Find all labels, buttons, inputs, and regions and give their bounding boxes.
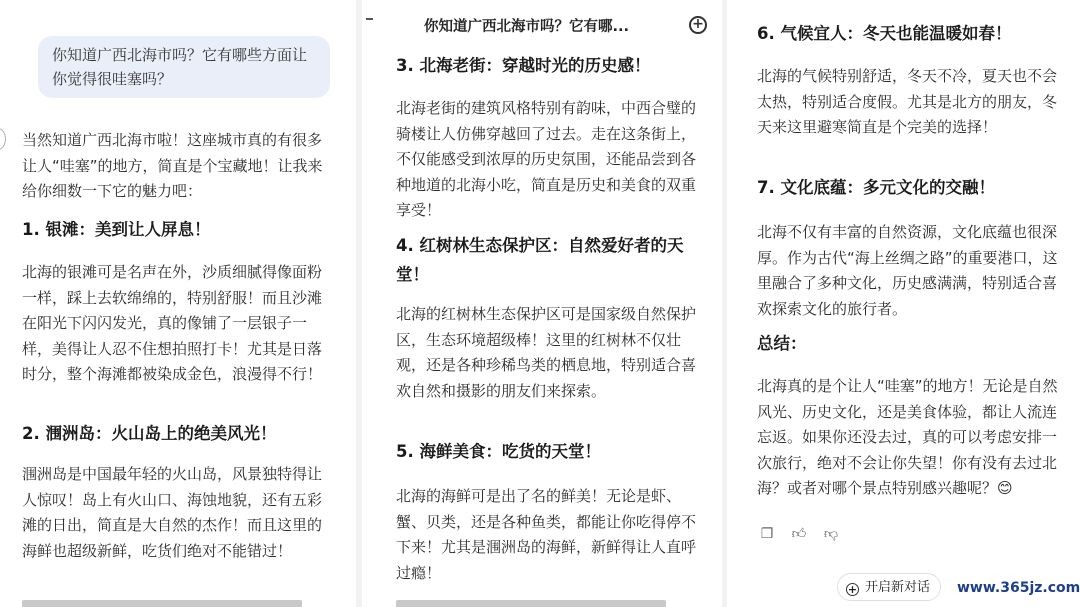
answer-intro: 当然知道广西北海市啦！这座城市真的有很多让人“哇塞”的地方，简直是个宝藏地！让我来给你细数一下它的魅力吧： xyxy=(22,131,323,201)
new-chat-button[interactable] xyxy=(837,573,941,601)
summary-title: 总结： xyxy=(757,334,807,353)
section-body-seafood: 北海的海鲜可是出了名的鲜美！无论是虾、蟹、贝类，还是各种鱼类，都能让你吃得停不下来！尤其是涠洲岛的海鲜，新鲜得让人直呼过瘾！ xyxy=(396,487,697,582)
section-title-culture: 7. 文化底蕴：多元文化的交融！ xyxy=(757,178,995,197)
scroll-handle-icon xyxy=(0,128,6,150)
section-body-weizhou-island: 涠洲岛是中国最年轻的火山岛，风景独特得让人惊叹！岛上有火山口、海蚀地貌，还有五彩滩的日出，简直是大自然的杰作！而且这里的海鲜也超级新鲜，吃货们绝对不能错过！ xyxy=(22,465,323,560)
section-body-old-street: 北海老街的建筑风格特别有韵味，中西合璧的骑楼让人仿佛穿越回了过去。走在这条街上，不仅能感受到浓厚的历史氛围，还能品尝到各种地道的北海小吃，简直是历史和美食的双重享受！ xyxy=(396,99,697,220)
truncated-text-line xyxy=(22,600,302,607)
summary-body: 北海真的是个让人“哇塞”的地方！无论是自然风光、历史文化，还是美食体验，都让人流连忘返。如果你还没去过，真的可以考虑安排一次旅行，绝对不会让你失望！你有没有去过北海？或者对哪个景点特别感兴趣呢？😊 xyxy=(757,377,1058,498)
section-title-climate: 6. 气候宜人：冬天也能温暖如春！ xyxy=(757,24,1012,43)
user-question-bubble: 你知道广西北海市吗？它有哪些方面让你觉得很哇塞吗？ xyxy=(38,36,330,98)
section-title-weizhou-island: 2. 涠洲岛：火山岛上的绝美风光！ xyxy=(22,424,277,443)
chat-panel-3 xyxy=(727,0,1080,607)
chat-panel-2 xyxy=(362,0,722,607)
back-icon[interactable] xyxy=(366,18,373,20)
copy-icon[interactable]: ❐ xyxy=(760,526,774,542)
truncated-text-line xyxy=(396,600,666,607)
section-title-seafood: 5. 海鲜美食：吃货的天堂！ xyxy=(396,442,601,461)
section-title-mangrove: 4. 红树林生态保护区：自然爱好者的天堂！ xyxy=(396,236,684,284)
plus-circle-icon: + xyxy=(847,583,858,596)
chat-panel-1 xyxy=(0,0,356,607)
section-title-old-street: 3. 北海老街：穿越时光的历史感！ xyxy=(396,56,651,75)
thumbs-down-icon[interactable]: 👎︎ xyxy=(823,526,839,542)
chat-header xyxy=(362,0,722,48)
section-body-silver-beach: 北海的银滩可是名声在外，沙质细腻得像面粉一样，踩上去软绵绵的，特别舒服！而且沙滩在阳光下闪闪发光，真的像铺了一层银子一样，美得让人忍不住想拍照打卡！尤其是日落时分，整个海滩都被染成金色，浪漫得不行！ xyxy=(22,263,323,384)
section-body-mangrove: 北海的红树林生态保护区可是国家级自然保护区，生态环境超级棒！这里的红树林不仅壮观，还是各种珍稀鸟类的栖息地，特别适合喜欢自然和摄影的朋友们来探索。 xyxy=(396,305,697,400)
thumbs-up-icon[interactable]: 👍︎ xyxy=(791,526,807,542)
section-body-climate: 北海的气候特别舒适，冬天不冷，夏天也不会太热，特别适合度假。尤其是北方的朋友，冬天来这里避寒简直是个完美的选择！ xyxy=(757,67,1058,137)
section-title-silver-beach: 1. 银滩：美到让人屏息！ xyxy=(22,220,211,239)
new-chat-icon[interactable]: + xyxy=(689,16,707,34)
new-chat-label: 开启新对话 xyxy=(865,580,931,595)
section-body-culture: 北海不仅有丰富的自然资源，文化底蕴也很深厚。作为古代“海上丝绸之路”的重要港口，这里融合了多种文化，历史感满满，特别适合喜欢探索文化的旅行者。 xyxy=(757,223,1058,318)
chat-title: 你知道广西北海市吗？它有哪... xyxy=(424,19,630,35)
watermark: www.365jz.com xyxy=(957,580,1080,596)
